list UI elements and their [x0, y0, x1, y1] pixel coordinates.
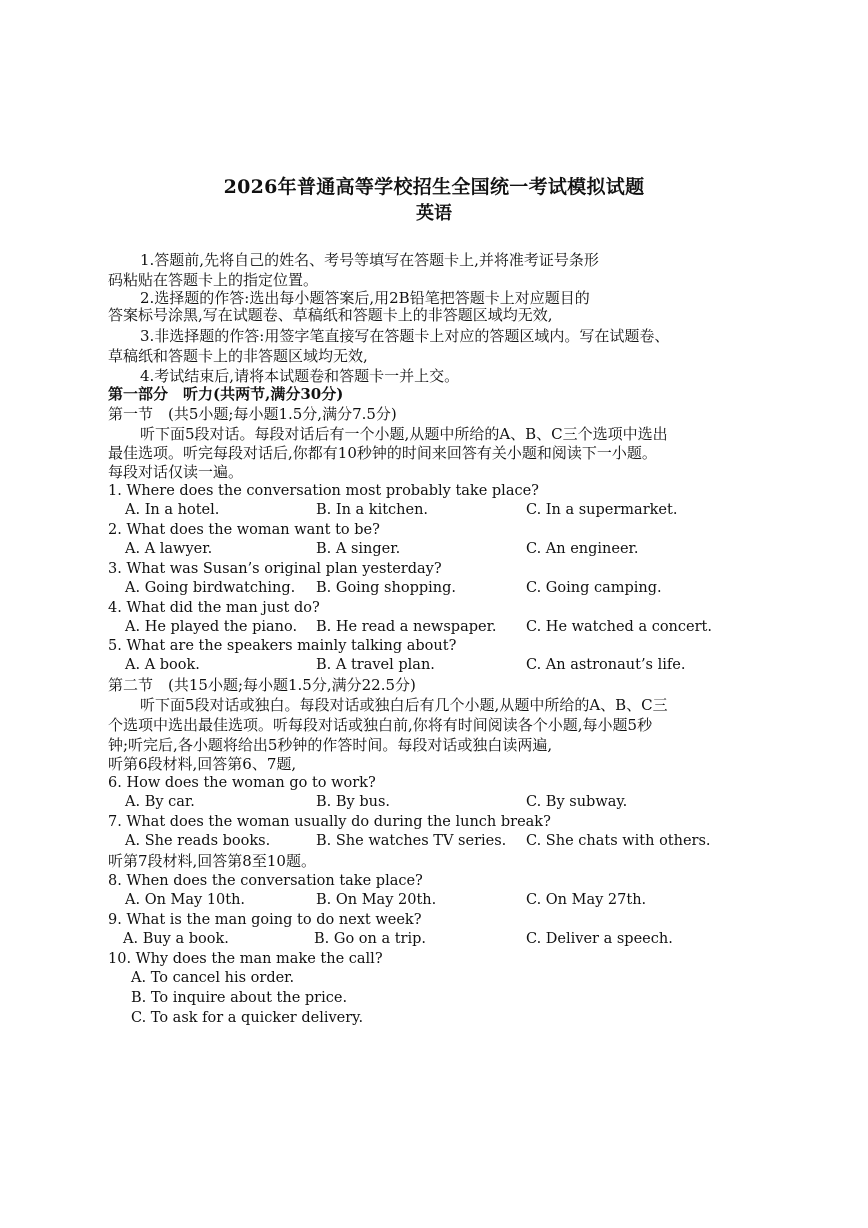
question-stem: 4. What did the man just do?: [108, 600, 320, 616]
part-heading: 第一部分 听力(共两节,满分30分): [108, 385, 344, 403]
option-a: A. On May 10th.: [125, 892, 246, 908]
question-stem: 6. How does the woman go to work?: [108, 775, 376, 791]
directions-line: 个选项中选出最佳选项。听每段对话或独白前,你将有时间阅读各个小题,每小题5秒: [108, 716, 653, 734]
question-stem: 8. When does the conversation take place?: [108, 873, 423, 889]
option-a: A. To cancel his order.: [131, 970, 295, 986]
question-stem: 3. What was Susan’s original plan yesterday?: [108, 561, 442, 577]
directions-line: 最佳选项。听完每段对话后,你都有10秒钟的时间来回答有关小题和阅读下一小题。: [108, 444, 657, 462]
option-b: B. A singer.: [316, 541, 401, 557]
question-stem: 7. What does the woman usually do during the lunch break?: [108, 814, 551, 830]
option-a: A. By car.: [125, 794, 195, 810]
option-b: B. To inquire about the price.: [131, 990, 348, 1006]
material-label: 听第7段材料,回答第8至10题。: [108, 852, 316, 870]
question-stem: 10. Why does the man make the call?: [108, 951, 383, 967]
question-stem: 1. Where does the conversation most probably take place?: [108, 483, 539, 499]
directions-line: 听下面5段对话。每段对话后有一个小题,从题中所给的A、B、C三个选项中选出: [140, 425, 668, 443]
option-a: A. In a hotel.: [125, 502, 220, 518]
option-a: A. Buy a book.: [123, 931, 229, 947]
directions-line: 钟;听完后,各小题将给出5秒钟的作答时间。每段对话或独白读两遍,: [108, 736, 553, 754]
option-c: C. By subway.: [526, 794, 628, 810]
option-c: C. An engineer.: [526, 541, 639, 557]
instruction-line: 1.答题前,先将自己的姓名、考号等填写在答题卡上,并将准考证号条形: [140, 251, 599, 269]
option-a: A. A book.: [125, 657, 200, 673]
option-c: C. In a supermarket.: [526, 502, 678, 518]
option-b: B. She watches TV series.: [316, 833, 507, 849]
option-c: C. He watched a concert.: [526, 619, 712, 635]
option-c: C. On May 27th.: [526, 892, 647, 908]
option-a: A. A lawyer.: [125, 541, 213, 557]
material-label: 听第6段材料,回答第6、7题,: [108, 755, 297, 773]
exam-title: 2026年普通高等学校招生全国统一考试模拟试题: [223, 176, 645, 198]
instruction-line: 3.非选择题的作答:用签字笔直接写在答题卡上对应的答题区域内。写在试题卷、: [140, 327, 670, 345]
instruction-line: 码粘贴在答题卡上的指定位置。: [108, 271, 319, 289]
option-b: B. A travel plan.: [316, 657, 435, 673]
directions-line: 听下面5段对话或独白。每段对话或独白后有几个小题,从题中所给的A、B、C三: [140, 696, 668, 714]
option-c: C. Deliver a speech.: [526, 931, 673, 947]
option-b: B. He read a newspaper.: [316, 619, 497, 635]
option-b: B. On May 20th.: [316, 892, 437, 908]
question-stem: 2. What does the woman want to be?: [108, 522, 380, 538]
option-c: C. An astronaut’s life.: [526, 657, 686, 673]
instruction-line: 2.选择题的作答:选出每小题答案后,用2B铅笔把答题卡上对应题目的: [140, 289, 590, 307]
option-b: B. Go on a trip.: [314, 931, 427, 947]
option-c: C. Going camping.: [526, 580, 662, 596]
instruction-line: 答案标号涂黑,写在试题卷、草稿纸和答题卡上的非答题区域均无效,: [108, 306, 553, 324]
option-a: A. Going birdwatching.: [125, 580, 296, 596]
subject-title: 英语: [416, 203, 452, 224]
section-heading: 第一节 (共5小题;每小题1.5分,满分7.5分): [108, 405, 397, 423]
question-stem: 5. What are the speakers mainly talking about?: [108, 638, 457, 654]
option-b: B. In a kitchen.: [316, 502, 429, 518]
section-heading: 第二节 (共15小题;每小题1.5分,满分22.5分): [108, 676, 416, 694]
option-c: C. To ask for a quicker delivery.: [131, 1010, 364, 1026]
directions-line: 每段对话仅读一遍。: [108, 463, 244, 481]
option-a: A. She reads books.: [125, 833, 271, 849]
option-c: C. She chats with others.: [526, 833, 711, 849]
option-b: B. Going shopping.: [316, 580, 456, 596]
option-a: A. He played the piano.: [125, 619, 298, 635]
option-b: B. By bus.: [316, 794, 391, 810]
instruction-line: 草稿纸和答题卡上的非答题区域均无效,: [108, 347, 368, 365]
question-stem: 9. What is the man going to do next week?: [108, 912, 422, 928]
instruction-line: 4.考试结束后,请将本试题卷和答题卡一并上交。: [140, 367, 460, 385]
